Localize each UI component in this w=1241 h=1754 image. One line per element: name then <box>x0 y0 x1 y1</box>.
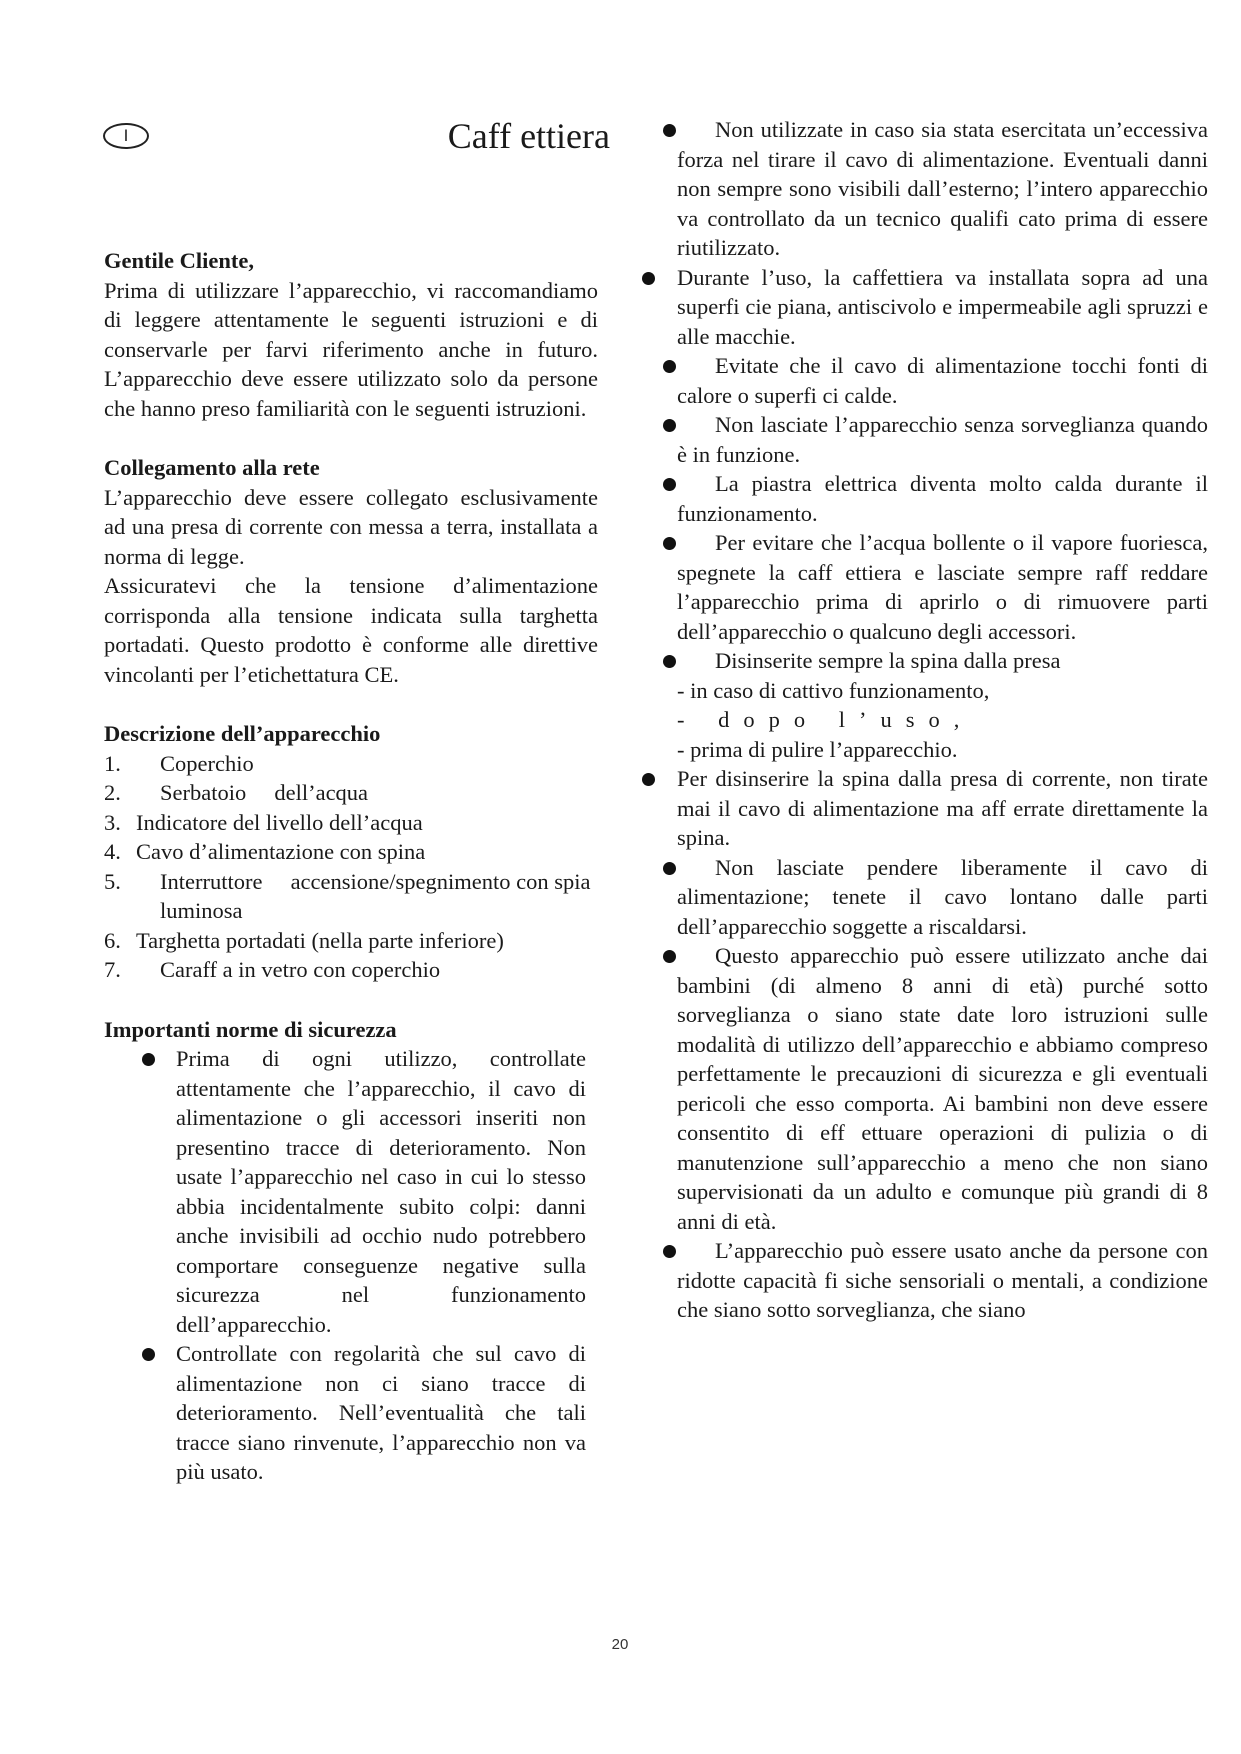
list-item: 4. Cavo d’alimentazione con spina <box>104 839 426 864</box>
safety-bullet: Per evitare che l’acqua bollente o il vapore fuoriesca, spegnete la caff ettiera e lasciate sempre raff reddare l’apparecchio prima di aprirlo o di rimuovere parti dell’apparecchio o qualcuno degli accessori. <box>668 528 1208 646</box>
network-text-1: L’apparecchio deve essere collegato esclusivamente ad una presa di corrente con messa a terra, installata a norma di legge. <box>104 484 598 569</box>
safety-bullet: Non lasciate pendere liberamente il cavo di alimentazione; tenete il cavo lontano dalle parti dell’apparecchio soggette a riscaldarsi. <box>668 853 1208 942</box>
list-item: 3. Indicatore del livello dell’acqua <box>104 809 423 835</box>
bullet-icon <box>663 655 676 668</box>
left-column <box>104 246 598 1487</box>
bullet-icon <box>663 1245 676 1258</box>
safety-bullet: Per disinserire la spina dalla presa di corrente, non tirate mai il cavo di alimentazione ma aff errate direttamente la spina. <box>668 764 1208 853</box>
safety-bullet: La piastra elettrica diventa molto calda durante il funzionamento. <box>668 469 1208 528</box>
bullet-icon <box>642 272 655 285</box>
list-item: 6. Targhetta portadati (nella parte inferiore) <box>104 927 504 953</box>
safety-bullet: Non utilizzate in caso sia stata esercitata un’eccessiva forza nel tirare il cavo di alimentazione. Eventuali danni non sempre sono visibili dall’esterno; l’intero apparecchio va controllato da un tecnico qualifi cato prima di essere riutilizzato. <box>668 115 1208 263</box>
unplug-sub-item: - prima di pulire l’apparecchio. <box>677 736 958 762</box>
safety-bullet: Durante l’uso, la caffettiera va installata sopra ad una superfi cie piana, antiscivolo e impermeabile agli spruzzi e alle macchie. <box>668 263 1208 352</box>
network-heading: Collegamento alla rete <box>104 455 320 480</box>
safety-bullet: L’apparecchio può essere usato anche da persone con ridotte capacità fi siche sensoriali o mentali, a condizione che siano sotto sorveglianza, che siano <box>668 1236 1208 1325</box>
safety-bullet: Disinserite sempre la spina dalla presa <box>668 646 1208 676</box>
bullet-icon <box>663 478 676 491</box>
safety-bullet: Evitate che il cavo di alimentazione tocchi fonti di calore o superfi ci calde. <box>668 351 1208 410</box>
intro-text: Prima di utilizzare l’apparecchio, vi raccomandiamo di leggere attentamente le seguenti istruzioni e di conservarle per farvi riferimento anche in futuro. L’apparecchio deve essere utilizzato solo da persone che hanno preso familiarità con le seguenti istruzioni. <box>104 277 598 421</box>
bullet-icon <box>663 537 676 550</box>
bullet-icon <box>642 773 655 786</box>
bullet-icon <box>663 419 676 432</box>
bullet-icon <box>663 360 676 373</box>
list-item: 2. Serbatoio dell’acqua <box>104 780 369 805</box>
unplug-sub-item: - in caso di cattivo funzionamento, <box>677 677 990 703</box>
description-heading: Descrizione dell’apparecchio <box>104 721 381 746</box>
safety-bullet: Controllate con regolarità che sul cavo di alimentazione non ci siano tracce di deterioramento. Nell’eventualità che tali tracce siano rinvenute, l’apparecchio non va più usato. <box>132 1339 598 1487</box>
parts-list <box>104 749 598 985</box>
list-item: 1. Coperchio <box>104 750 254 776</box>
safety-bullet: Questo apparecchio può essere utilizzato anche dai bambini (di almeno 8 anni di età) purché sotto sorveglianza o siano state date loro istruzioni sulle modalità di utilizzo dell’apparecchio e abbiamo compreso perfettamente le precauzioni di sicurezza e gli eventuali pericoli che esso comporta. Ai bambini non deve essere consentito di eff ettuare operazioni di pulizia o di manutenzione sull’apparecchio a meno che non siano supervisionati da un adulto e comunque più grandi di 8 anni di età. <box>668 941 1208 1236</box>
bullet-icon <box>663 950 676 963</box>
bullet-icon <box>132 1339 176 1487</box>
safety-bullet: Prima di ogni utilizzo, controllate attentamente che l’apparecchio, il cavo di alimentazione o gli accessori inseriti non presentino tracce di deterioramento. Non usate l’apparecchio nel caso in cui lo stesso abbia incidentalmente subito colpi: danni anche invisibili ad occhio nudo potrebbero comportare conseguenze negative sulla sicurezza nel funzionamento dell’apparecchio. <box>132 1044 598 1339</box>
right-column <box>668 115 1208 1325</box>
network-text-2: Assicuratevi che la tensione d’alimentazione corrisponda alla tensione indicata sulla targhetta portadati. Questo prodotto è conforme alle direttive vincolanti per l’etichettatura CE. <box>104 573 598 687</box>
safety-heading: Importanti norme di sicurezza <box>104 1016 397 1042</box>
bullet-icon <box>663 862 676 875</box>
unplug-sub-item: - dopo l’uso, <box>677 707 974 732</box>
page-number: 20 <box>611 1636 629 1653</box>
list-item: 7. Caraff a in vetro con coperchio <box>104 957 441 982</box>
list-item: 5. Interruttore accensione/spegnimento con spia luminosa <box>104 868 597 923</box>
intro-heading: Gentile Cliente, <box>104 248 254 273</box>
language-badge: I <box>103 123 149 149</box>
bullet-icon <box>663 124 676 137</box>
safety-bullet: Non lasciate l’apparecchio senza sorveglianza quando è in funzione. <box>668 410 1208 469</box>
page-title: Caff ettiera <box>447 116 610 156</box>
bullet-icon <box>132 1044 176 1339</box>
